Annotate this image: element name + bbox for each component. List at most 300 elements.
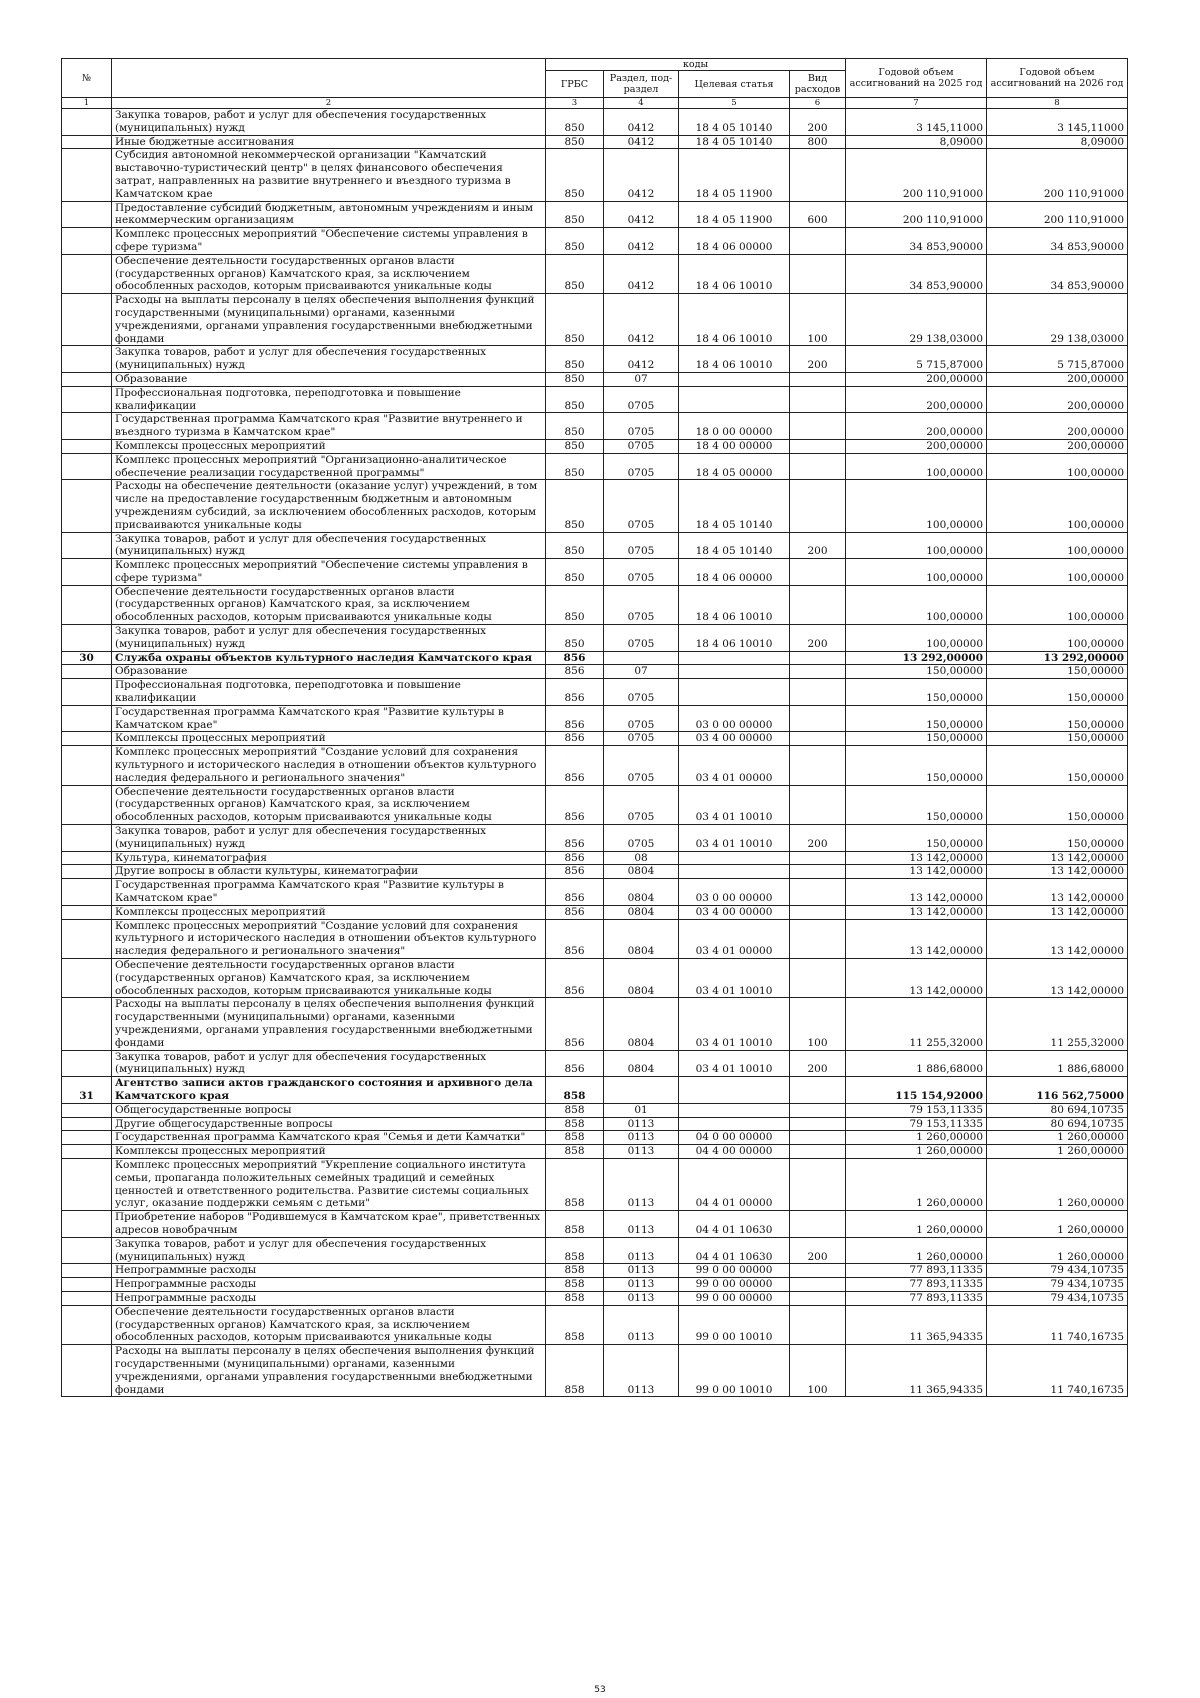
row-target-article: 18 4 05 10140 bbox=[679, 532, 790, 559]
table-row bbox=[62, 998, 1128, 1050]
row-razdel: 0705 bbox=[604, 559, 679, 586]
table-row bbox=[62, 851, 1128, 865]
row-grbs: 858 bbox=[546, 1131, 604, 1145]
row-target-article: 03 4 01 10010 bbox=[679, 1050, 790, 1077]
row-amount-2025: 13 142,00000 bbox=[846, 879, 987, 906]
table-row bbox=[62, 294, 1128, 346]
header-cs: Целевая статья bbox=[679, 71, 790, 98]
row-expense-type bbox=[790, 149, 846, 201]
row-razdel: 0705 bbox=[604, 386, 679, 413]
row-target-article: 18 4 06 10010 bbox=[679, 346, 790, 373]
column-number: 1 bbox=[62, 98, 112, 109]
row-target-article: 03 4 01 10010 bbox=[679, 959, 790, 998]
row-number bbox=[62, 1117, 112, 1131]
row-grbs: 856 bbox=[546, 851, 604, 865]
row-number bbox=[62, 294, 112, 346]
row-name: Комплексы процессных мероприятий bbox=[112, 1145, 546, 1159]
row-target-article: 03 4 00 00000 bbox=[679, 732, 790, 746]
row-number bbox=[62, 135, 112, 149]
row-grbs: 856 bbox=[546, 905, 604, 919]
row-number bbox=[62, 785, 112, 824]
row-amount-2026: 1 260,00000 bbox=[987, 1211, 1128, 1238]
row-target-article: 18 4 06 00000 bbox=[679, 559, 790, 586]
row-grbs: 850 bbox=[546, 228, 604, 255]
header-name-blank bbox=[112, 59, 546, 98]
row-target-article: 03 0 00 00000 bbox=[679, 879, 790, 906]
row-amount-2025: 100,00000 bbox=[846, 559, 987, 586]
row-target-article: 99 0 00 00000 bbox=[679, 1264, 790, 1278]
row-name: Закупка товаров, работ и услуг для обеспечения государственных (муниципальных) нужд bbox=[112, 625, 546, 652]
row-amount-2026: 13 142,00000 bbox=[987, 959, 1128, 998]
table-row bbox=[62, 559, 1128, 586]
header-row-top bbox=[62, 59, 1128, 71]
table-row bbox=[62, 1264, 1128, 1278]
row-target-article: 03 4 00 00000 bbox=[679, 905, 790, 919]
table-row bbox=[62, 1211, 1128, 1238]
row-amount-2026: 150,00000 bbox=[987, 746, 1128, 785]
row-amount-2025: 150,00000 bbox=[846, 825, 987, 852]
table-row bbox=[62, 1131, 1128, 1145]
table-row bbox=[62, 1291, 1128, 1305]
row-razdel: 0705 bbox=[604, 705, 679, 732]
row-target-article bbox=[679, 679, 790, 706]
row-target-article: 04 4 01 00000 bbox=[679, 1158, 790, 1210]
row-expense-type bbox=[790, 1145, 846, 1159]
row-target-article bbox=[679, 372, 790, 386]
row-amount-2025: 13 142,00000 bbox=[846, 865, 987, 879]
row-expense-type: 200 bbox=[790, 1237, 846, 1264]
row-expense-type: 200 bbox=[790, 346, 846, 373]
row-number bbox=[62, 532, 112, 559]
row-amount-2026: 80 694,10735 bbox=[987, 1103, 1128, 1117]
row-name: Закупка товаров, работ и услуг для обеспечения государственных (муниципальных) нужд bbox=[112, 1237, 546, 1264]
table-row bbox=[62, 651, 1128, 665]
row-name: Иные бюджетные ассигнования bbox=[112, 135, 546, 149]
row-amount-2026: 100,00000 bbox=[987, 559, 1128, 586]
row-name: Непрограммные расходы bbox=[112, 1291, 546, 1305]
table-row bbox=[62, 959, 1128, 998]
row-grbs: 856 bbox=[546, 879, 604, 906]
row-number bbox=[62, 865, 112, 879]
row-target-article: 18 4 06 10010 bbox=[679, 254, 790, 293]
row-expense-type bbox=[790, 1211, 846, 1238]
row-target-article: 99 0 00 10010 bbox=[679, 1345, 790, 1397]
row-expense-type bbox=[790, 732, 846, 746]
table-row bbox=[62, 746, 1128, 785]
row-amount-2026: 200,00000 bbox=[987, 386, 1128, 413]
row-target-article: 04 4 01 10630 bbox=[679, 1237, 790, 1264]
row-name: Комплекс процессных мероприятий "Обеспечение системы управления в сфере туризма" bbox=[112, 228, 546, 255]
row-number bbox=[62, 201, 112, 228]
row-target-article: 18 4 06 00000 bbox=[679, 228, 790, 255]
row-amount-2025: 1 886,68000 bbox=[846, 1050, 987, 1077]
row-target-article: 18 4 06 10010 bbox=[679, 625, 790, 652]
row-name: Государственная программа Камчатского края "Развитие культуры в Камчатском крае" bbox=[112, 705, 546, 732]
row-target-article bbox=[679, 386, 790, 413]
row-razdel: 0412 bbox=[604, 346, 679, 373]
column-number: 5 bbox=[679, 98, 790, 109]
row-target-article: 18 0 00 00000 bbox=[679, 413, 790, 440]
row-razdel: 0705 bbox=[604, 439, 679, 453]
row-name: Агентство записи актов гражданского состояния и архивного дела Камчатского края bbox=[112, 1077, 546, 1104]
row-name: Другие вопросы в области культуры, кинематографии bbox=[112, 865, 546, 879]
table-row bbox=[62, 732, 1128, 746]
header-year-2026: Годовой объем ассигнований на 2026 год bbox=[987, 59, 1128, 98]
column-number: 7 bbox=[846, 98, 987, 109]
row-amount-2026: 34 853,90000 bbox=[987, 254, 1128, 293]
row-grbs: 856 bbox=[546, 825, 604, 852]
row-name: Образование bbox=[112, 665, 546, 679]
row-razdel: 0113 bbox=[604, 1291, 679, 1305]
table-row bbox=[62, 346, 1128, 373]
table-row bbox=[62, 254, 1128, 293]
row-grbs: 850 bbox=[546, 372, 604, 386]
row-razdel: 0113 bbox=[604, 1237, 679, 1264]
row-grbs: 856 bbox=[546, 785, 604, 824]
row-amount-2026: 5 715,87000 bbox=[987, 346, 1128, 373]
row-name: Субсидия автономной некоммерческой организации "Камчатский выставочно-туристический центр" в целях финансового обеспечения затрат, направленных на развитие внутреннего и въездного туризма в Камчатском крае bbox=[112, 149, 546, 201]
row-razdel: 0804 bbox=[604, 959, 679, 998]
row-amount-2026: 200 110,91000 bbox=[987, 201, 1128, 228]
row-expense-type: 600 bbox=[790, 201, 846, 228]
header-column-numbers bbox=[62, 98, 1128, 109]
row-number: 31 bbox=[62, 1077, 112, 1104]
row-amount-2025: 100,00000 bbox=[846, 625, 987, 652]
row-razdel: 0705 bbox=[604, 413, 679, 440]
row-grbs: 850 bbox=[546, 294, 604, 346]
row-amount-2026: 79 434,10735 bbox=[987, 1291, 1128, 1305]
row-grbs: 858 bbox=[546, 1345, 604, 1397]
row-expense-type bbox=[790, 1264, 846, 1278]
row-expense-type: 100 bbox=[790, 1345, 846, 1397]
row-number bbox=[62, 1345, 112, 1397]
row-amount-2026: 13 142,00000 bbox=[987, 905, 1128, 919]
row-amount-2025: 29 138,03000 bbox=[846, 294, 987, 346]
row-name: Комплексы процессных мероприятий bbox=[112, 905, 546, 919]
row-amount-2026: 3 145,11000 bbox=[987, 109, 1128, 136]
row-razdel: 0412 bbox=[604, 149, 679, 201]
row-target-article bbox=[679, 865, 790, 879]
column-number: 6 bbox=[790, 98, 846, 109]
row-amount-2025: 77 893,11335 bbox=[846, 1278, 987, 1292]
row-name: Расходы на выплаты персоналу в целях обеспечения выполнения функций государственными (муниципальными) органами, казенными учреждениями, органами управления государственными внебюджетными фондами bbox=[112, 294, 546, 346]
row-number bbox=[62, 919, 112, 958]
column-number: 4 bbox=[604, 98, 679, 109]
table-row bbox=[62, 109, 1128, 136]
row-number bbox=[62, 825, 112, 852]
row-target-article bbox=[679, 1117, 790, 1131]
row-name: Закупка товаров, работ и услуг для обеспечения государственных (муниципальных) нужд bbox=[112, 109, 546, 136]
row-amount-2026: 8,09000 bbox=[987, 135, 1128, 149]
row-expense-type bbox=[790, 1103, 846, 1117]
row-expense-type bbox=[790, 746, 846, 785]
row-expense-type bbox=[790, 705, 846, 732]
row-amount-2026: 150,00000 bbox=[987, 732, 1128, 746]
row-amount-2026: 1 886,68000 bbox=[987, 1050, 1128, 1077]
table-row bbox=[62, 1278, 1128, 1292]
row-number bbox=[62, 1158, 112, 1210]
row-amount-2025: 1 260,00000 bbox=[846, 1131, 987, 1145]
row-name: Комплекс процессных мероприятий "Создание условий для сохранения культурного и исторического наследия в отношении объектов культурного наследия федерального и регионального значения" bbox=[112, 746, 546, 785]
row-number bbox=[62, 732, 112, 746]
row-amount-2025: 200,00000 bbox=[846, 372, 987, 386]
row-amount-2025: 200 110,91000 bbox=[846, 149, 987, 201]
row-amount-2026: 100,00000 bbox=[987, 453, 1128, 480]
table-row bbox=[62, 439, 1128, 453]
row-expense-type: 200 bbox=[790, 625, 846, 652]
row-razdel: 0804 bbox=[604, 998, 679, 1050]
row-name: Профессиональная подготовка, переподготовка и повышение квалификации bbox=[112, 679, 546, 706]
row-grbs: 850 bbox=[546, 346, 604, 373]
row-amount-2026: 100,00000 bbox=[987, 480, 1128, 532]
row-target-article: 99 0 00 00000 bbox=[679, 1278, 790, 1292]
row-grbs: 850 bbox=[546, 625, 604, 652]
row-razdel: 0705 bbox=[604, 532, 679, 559]
row-expense-type bbox=[790, 1291, 846, 1305]
table-row bbox=[62, 905, 1128, 919]
row-razdel: 07 bbox=[604, 665, 679, 679]
row-grbs: 858 bbox=[546, 1264, 604, 1278]
row-grbs: 850 bbox=[546, 585, 604, 624]
row-grbs: 850 bbox=[546, 135, 604, 149]
row-target-article bbox=[679, 665, 790, 679]
row-razdel: 0705 bbox=[604, 480, 679, 532]
row-name: Комплексы процессных мероприятий bbox=[112, 439, 546, 453]
row-amount-2025: 1 260,00000 bbox=[846, 1145, 987, 1159]
row-amount-2025: 200 110,91000 bbox=[846, 201, 987, 228]
row-amount-2025: 77 893,11335 bbox=[846, 1264, 987, 1278]
row-name: Непрограммные расходы bbox=[112, 1278, 546, 1292]
table-row bbox=[62, 480, 1128, 532]
row-amount-2026: 1 260,00000 bbox=[987, 1158, 1128, 1210]
row-amount-2025: 150,00000 bbox=[846, 746, 987, 785]
row-number bbox=[62, 413, 112, 440]
row-amount-2026: 150,00000 bbox=[987, 705, 1128, 732]
row-name: Профессиональная подготовка, переподготовка и повышение квалификации bbox=[112, 386, 546, 413]
row-amount-2025: 13 292,00000 bbox=[846, 651, 987, 665]
row-number bbox=[62, 665, 112, 679]
header-year-2025: Годовой объем ассигнований на 2025 год bbox=[846, 59, 987, 98]
table-row bbox=[62, 705, 1128, 732]
row-amount-2025: 1 260,00000 bbox=[846, 1211, 987, 1238]
header-vr: Вид расходов bbox=[790, 71, 846, 98]
row-amount-2026: 13 142,00000 bbox=[987, 919, 1128, 958]
row-grbs: 850 bbox=[546, 453, 604, 480]
row-number bbox=[62, 679, 112, 706]
row-razdel: 0705 bbox=[604, 585, 679, 624]
row-amount-2025: 34 853,90000 bbox=[846, 228, 987, 255]
row-target-article: 18 4 05 10140 bbox=[679, 135, 790, 149]
row-number bbox=[62, 109, 112, 136]
row-razdel: 0113 bbox=[604, 1117, 679, 1131]
row-expense-type bbox=[790, 228, 846, 255]
row-grbs: 850 bbox=[546, 480, 604, 532]
row-number bbox=[62, 149, 112, 201]
row-expense-type bbox=[790, 1077, 846, 1104]
row-amount-2026: 116 562,75000 bbox=[987, 1077, 1128, 1104]
row-expense-type bbox=[790, 386, 846, 413]
row-razdel: 0705 bbox=[604, 746, 679, 785]
row-name: Государственная программа Камчатского края "Развитие культуры в Камчатском крае" bbox=[112, 879, 546, 906]
row-grbs: 850 bbox=[546, 201, 604, 228]
row-grbs: 856 bbox=[546, 651, 604, 665]
row-number bbox=[62, 228, 112, 255]
row-name: Расходы на выплаты персоналу в целях обеспечения выполнения функций государственными (муниципальными) органами, казенными учреждениями, органами управления государственными внебюджетными фондами bbox=[112, 1345, 546, 1397]
row-expense-type bbox=[790, 559, 846, 586]
row-grbs: 850 bbox=[546, 413, 604, 440]
row-expense-type bbox=[790, 585, 846, 624]
row-amount-2025: 11 255,32000 bbox=[846, 998, 987, 1050]
row-number bbox=[62, 386, 112, 413]
row-razdel: 0412 bbox=[604, 201, 679, 228]
row-amount-2026: 11 255,32000 bbox=[987, 998, 1128, 1050]
row-expense-type: 200 bbox=[790, 1050, 846, 1077]
row-amount-2026: 200,00000 bbox=[987, 439, 1128, 453]
row-number bbox=[62, 1131, 112, 1145]
row-grbs: 858 bbox=[546, 1077, 604, 1104]
row-razdel: 0113 bbox=[604, 1264, 679, 1278]
row-grbs: 856 bbox=[546, 665, 604, 679]
table-body bbox=[62, 109, 1128, 1397]
row-grbs: 858 bbox=[546, 1291, 604, 1305]
row-amount-2026: 150,00000 bbox=[987, 665, 1128, 679]
row-expense-type bbox=[790, 453, 846, 480]
row-razdel: 0412 bbox=[604, 135, 679, 149]
row-razdel: 0804 bbox=[604, 879, 679, 906]
row-amount-2026: 200,00000 bbox=[987, 372, 1128, 386]
row-target-article: 99 0 00 10010 bbox=[679, 1305, 790, 1344]
row-number bbox=[62, 1305, 112, 1344]
table-row bbox=[62, 879, 1128, 906]
page-number: 53 bbox=[594, 1685, 606, 1695]
row-amount-2026: 200 110,91000 bbox=[987, 149, 1128, 201]
row-grbs: 858 bbox=[546, 1278, 604, 1292]
row-expense-type bbox=[790, 919, 846, 958]
row-razdel bbox=[604, 651, 679, 665]
row-expense-type bbox=[790, 413, 846, 440]
row-expense-type bbox=[790, 959, 846, 998]
row-grbs: 858 bbox=[546, 1305, 604, 1344]
row-number bbox=[62, 254, 112, 293]
row-number bbox=[62, 1291, 112, 1305]
row-number bbox=[62, 851, 112, 865]
row-number bbox=[62, 905, 112, 919]
table-row bbox=[62, 532, 1128, 559]
row-amount-2026: 150,00000 bbox=[987, 825, 1128, 852]
row-name: Комплекс процессных мероприятий "Создание условий для сохранения культурного и исторического наследия в отношении объектов культурного наследия федерального и регионального значения" bbox=[112, 919, 546, 958]
row-name: Закупка товаров, работ и услуг для обеспечения государственных (муниципальных) нужд bbox=[112, 1050, 546, 1077]
row-amount-2025: 115 154,92000 bbox=[846, 1077, 987, 1104]
row-expense-type bbox=[790, 1117, 846, 1131]
row-grbs: 856 bbox=[546, 746, 604, 785]
row-amount-2026: 100,00000 bbox=[987, 532, 1128, 559]
row-expense-type: 100 bbox=[790, 998, 846, 1050]
row-number bbox=[62, 372, 112, 386]
row-amount-2025: 3 145,11000 bbox=[846, 109, 987, 136]
row-razdel: 0113 bbox=[604, 1211, 679, 1238]
row-razdel: 0113 bbox=[604, 1131, 679, 1145]
row-amount-2025: 34 853,90000 bbox=[846, 254, 987, 293]
row-amount-2026: 13 142,00000 bbox=[987, 879, 1128, 906]
row-amount-2025: 11 365,94335 bbox=[846, 1305, 987, 1344]
row-target-article: 04 0 00 00000 bbox=[679, 1131, 790, 1145]
table-row bbox=[62, 1077, 1128, 1104]
row-expense-type bbox=[790, 865, 846, 879]
row-razdel: 0705 bbox=[604, 732, 679, 746]
row-grbs: 850 bbox=[546, 559, 604, 586]
row-razdel: 0804 bbox=[604, 865, 679, 879]
row-number: 30 bbox=[62, 651, 112, 665]
row-number bbox=[62, 480, 112, 532]
row-razdel: 0113 bbox=[604, 1158, 679, 1210]
row-razdel: 0705 bbox=[604, 785, 679, 824]
row-name: Расходы на выплаты персоналу в целях обеспечения выполнения функций государственными (муниципальными) органами, казенными учреждениями, органами управления государственными внебюджетными фондами bbox=[112, 998, 546, 1050]
row-amount-2026: 79 434,10735 bbox=[987, 1278, 1128, 1292]
row-amount-2025: 150,00000 bbox=[846, 732, 987, 746]
table-row bbox=[62, 413, 1128, 440]
row-amount-2026: 1 260,00000 bbox=[987, 1145, 1128, 1159]
table-row bbox=[62, 386, 1128, 413]
table-row bbox=[62, 372, 1128, 386]
row-amount-2025: 11 365,94335 bbox=[846, 1345, 987, 1397]
row-grbs: 850 bbox=[546, 149, 604, 201]
header-grbs: ГРБС bbox=[546, 71, 604, 98]
row-grbs: 850 bbox=[546, 386, 604, 413]
row-razdel: 0705 bbox=[604, 825, 679, 852]
row-name: Обеспечение деятельности государственных органов власти (государственных органов) Камчатского края, за исключением обособленных расходов, которым присваиваются уникальные коды bbox=[112, 785, 546, 824]
table-row bbox=[62, 585, 1128, 624]
row-expense-type: 200 bbox=[790, 532, 846, 559]
row-razdel: 0412 bbox=[604, 254, 679, 293]
row-name: Расходы на обеспечение деятельности (оказание услуг) учреждений, в том числе на предоставление государственным бюджетным и автономным учреждениям субсидий, за исключением обособленных расходов, которым присваиваются уникальные коды bbox=[112, 480, 546, 532]
row-amount-2026: 29 138,03000 bbox=[987, 294, 1128, 346]
row-expense-type bbox=[790, 665, 846, 679]
row-name: Культура, кинематография bbox=[112, 851, 546, 865]
row-razdel: 0113 bbox=[604, 1305, 679, 1344]
row-expense-type bbox=[790, 679, 846, 706]
row-razdel: 0804 bbox=[604, 1050, 679, 1077]
row-target-article bbox=[679, 651, 790, 665]
row-expense-type bbox=[790, 439, 846, 453]
row-name: Обеспечение деятельности государственных органов власти (государственных органов) Камчатского края, за исключением обособленных расходов, которым присваиваются уникальные коды bbox=[112, 254, 546, 293]
column-number: 3 bbox=[546, 98, 604, 109]
row-razdel: 0412 bbox=[604, 109, 679, 136]
row-amount-2025: 150,00000 bbox=[846, 665, 987, 679]
row-grbs: 856 bbox=[546, 919, 604, 958]
row-grbs: 858 bbox=[546, 1117, 604, 1131]
row-number bbox=[62, 1237, 112, 1264]
table-row bbox=[62, 785, 1128, 824]
row-grbs: 858 bbox=[546, 1158, 604, 1210]
table-row bbox=[62, 625, 1128, 652]
row-amount-2026: 150,00000 bbox=[987, 785, 1128, 824]
row-target-article: 18 4 05 00000 bbox=[679, 453, 790, 480]
row-amount-2026: 13 142,00000 bbox=[987, 865, 1128, 879]
row-expense-type bbox=[790, 1158, 846, 1210]
header-razdel: Раздел, под-раздел bbox=[604, 71, 679, 98]
row-razdel: 0113 bbox=[604, 1278, 679, 1292]
row-target-article: 03 4 01 00000 bbox=[679, 919, 790, 958]
table-row bbox=[62, 825, 1128, 852]
row-target-article: 99 0 00 00000 bbox=[679, 1291, 790, 1305]
row-target-article bbox=[679, 851, 790, 865]
row-number bbox=[62, 746, 112, 785]
row-amount-2026: 13 142,00000 bbox=[987, 851, 1128, 865]
row-grbs: 850 bbox=[546, 254, 604, 293]
row-amount-2025: 8,09000 bbox=[846, 135, 987, 149]
row-amount-2026: 11 740,16735 bbox=[987, 1345, 1128, 1397]
row-razdel: 0113 bbox=[604, 1345, 679, 1397]
